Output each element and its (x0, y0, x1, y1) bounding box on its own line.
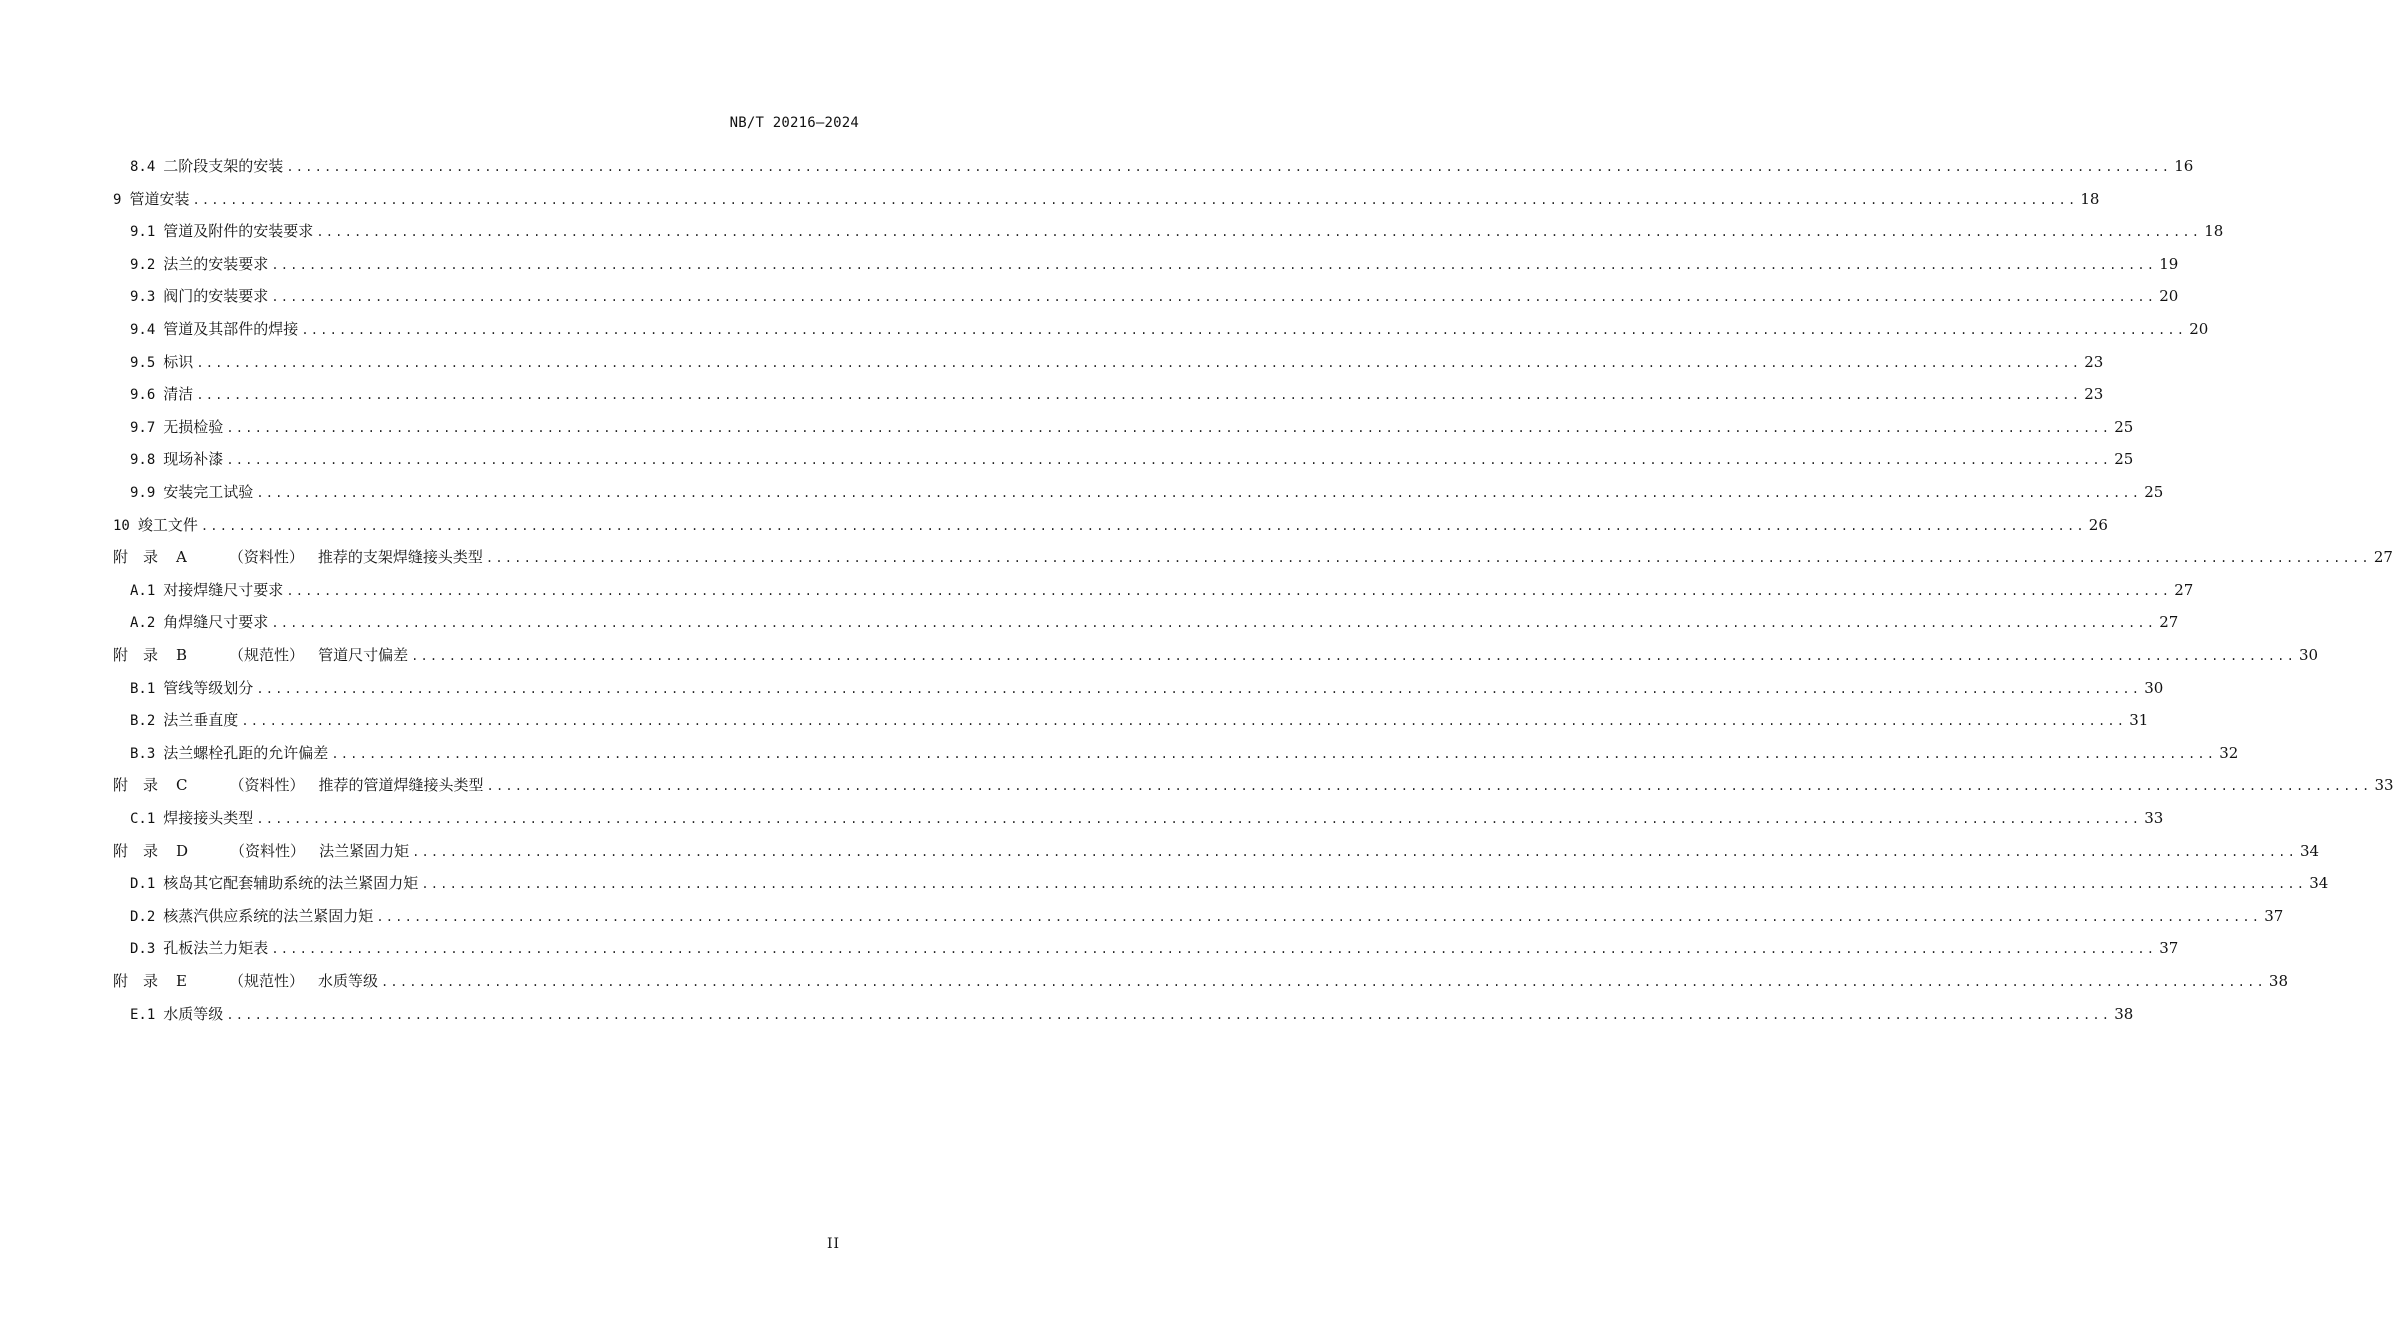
toc-entry-page: 34 (2300, 841, 2320, 860)
toc-entry[interactable] (130, 415, 2134, 439)
dot-leader: ........................................................................................................................................................................................................ (376, 909, 2262, 924)
toc-entry-page: 18 (2080, 189, 2100, 208)
toc-entry[interactable] (113, 187, 2100, 211)
toc-entry[interactable] (130, 871, 2329, 895)
toc-entry-title: 阀门的安装要求 (163, 287, 269, 306)
dot-leader: ........................................................................................................................................................................................................ (196, 355, 2082, 370)
dot-leader: ........................................................................................................................................................................................................ (286, 583, 2172, 598)
toc-entry-page: 30 (2299, 646, 2319, 664)
dot-leader: ........................................................................................................................................................................................................ (271, 616, 2157, 631)
toc-entry-number: 9.4 (130, 322, 156, 338)
toc-entry-page: 27 (2159, 613, 2179, 632)
toc-entry-number: 9.8 (130, 452, 156, 469)
toc-entry-number: B.3 (130, 745, 156, 762)
annex-letter: E (176, 972, 187, 990)
toc-entry-title: 对接焊缝尺寸要求 (163, 580, 284, 599)
toc-entry[interactable] (130, 219, 2224, 243)
toc-entry-number: 9.7 (130, 419, 156, 436)
toc-entry[interactable] (130, 350, 2104, 374)
toc-entry-number: 9.3 (130, 289, 156, 306)
toc-entry-title: 法兰螺栓孔距的允许偏差 (163, 743, 329, 762)
toc-entry[interactable] (130, 676, 2164, 700)
dot-leader: ........................................................................................................................................................................................................ (226, 453, 2112, 468)
toc-entry-number: A.1 (130, 582, 156, 599)
toc-entry[interactable] (130, 904, 2284, 928)
dot-leader: ........................................................................................................................................................................................................ (226, 420, 2112, 435)
toc-entry-page: 25 (2114, 417, 2134, 436)
annex-type: （资料性） (229, 776, 305, 795)
page-number: II (826, 1236, 840, 1252)
toc-entry-page: 23 (2084, 352, 2104, 371)
toc-entry[interactable] (130, 741, 2239, 765)
toc-entry-page: 18 (2204, 222, 2224, 241)
dot-leader: ........................................................................................................................................................................................................ (301, 323, 2187, 337)
toc-entry-number: 10 (113, 517, 130, 534)
toc-entry-page: 20 (2189, 320, 2209, 338)
toc-entry-title: 水质等级 (163, 1004, 224, 1023)
toc-entry-title: 法兰垂直度 (163, 711, 239, 730)
toc-entry-number: D.2 (130, 908, 156, 925)
toc-entry[interactable] (130, 1002, 2134, 1026)
dot-leader: ........................................................................................................................................................................................................ (381, 975, 2266, 989)
toc-entry-page: 31 (2129, 711, 2149, 730)
toc-entry-page: 37 (2264, 906, 2284, 925)
toc-entry[interactable] (130, 317, 2209, 341)
dot-leader: ........................................................................................................................................................................................................ (256, 486, 2142, 500)
toc-entry-title: 管道尺寸偏差 (318, 646, 409, 664)
dot-leader: ........................................................................................................................................................................................................ (241, 714, 2127, 729)
annex-label: 附 录 (113, 841, 159, 860)
toc-entry-number: 9.5 (130, 354, 156, 371)
toc-entry-title: 管道安装 (129, 189, 190, 208)
dot-leader: ........................................................................................................................................................................................................ (271, 257, 2157, 272)
annex-label: 附 录 (113, 776, 159, 795)
toc-entry-page: 27 (2373, 548, 2393, 567)
dot-leader: ........................................................................................................................................................................................................ (286, 160, 2172, 174)
dot-leader: ........................................................................................................................................................................................................ (256, 812, 2142, 826)
toc-entry-number: 8.4 (130, 159, 156, 175)
annex-label: 附 录 (113, 646, 159, 664)
dot-leader: ........................................................................................................................................................................................................ (226, 1007, 2112, 1022)
toc-entry-title: 二阶段支架的安装 (163, 157, 284, 175)
toc-entry-number: A.2 (130, 615, 156, 632)
toc-entry-page: 38 (2268, 972, 2289, 990)
toc-entry-number: D.1 (130, 876, 156, 893)
toc-entry-number: 9.9 (130, 485, 156, 501)
toc-annex-entry[interactable] (113, 773, 2394, 797)
toc-entry[interactable] (130, 480, 2164, 504)
toc-entry[interactable] (130, 806, 2164, 830)
dot-leader: ........................................................................................................................................................................................................ (271, 942, 2157, 957)
toc-entry-title: 角焊缝尺寸要求 (163, 613, 269, 632)
document-number: NB/T 20216—2024 (729, 115, 859, 131)
toc-entry[interactable] (130, 936, 2179, 960)
toc-entry-number: 9.2 (130, 256, 156, 273)
annex-type: （资料性） (230, 841, 306, 860)
toc-entry[interactable] (113, 513, 2108, 537)
toc-annex-entry[interactable] (113, 545, 2393, 569)
toc-entry[interactable] (130, 154, 2194, 178)
toc-entry-page: 20 (2159, 287, 2179, 306)
annex-letter: B (176, 646, 188, 664)
dot-leader: ........................................................................................................................................................................................................ (196, 388, 2082, 403)
toc-entry[interactable] (130, 610, 2179, 634)
toc-entry-title: 水质等级 (317, 972, 378, 990)
toc-entry[interactable] (130, 708, 2149, 732)
toc-entry-page: 32 (2219, 743, 2239, 762)
dot-leader: ........................................................................................................................................................................................................ (331, 746, 2217, 761)
toc-entry-title: 推荐的支架焊缝接头类型 (317, 548, 483, 567)
toc-entry-title: 清洁 (163, 385, 194, 404)
toc-entry-page: 26 (2088, 515, 2108, 534)
toc-entry-title: 推荐的管道焊缝接头类型 (318, 776, 484, 795)
annex-type: （资料性） (228, 548, 304, 567)
toc-entry-number: D.3 (130, 941, 156, 958)
toc-entry-title: 核蒸汽供应系统的法兰紧固力矩 (163, 906, 374, 925)
toc-annex-entry[interactable] (113, 839, 2320, 863)
toc-entry-title: 管线等级划分 (163, 678, 254, 697)
toc-entry-title: 管道及其部件的焊接 (163, 320, 299, 338)
dot-leader: ........................................................................................................................................................................................................ (256, 681, 2142, 696)
toc-entry-page: 30 (2144, 678, 2164, 697)
toc-entry-number: 9.1 (130, 224, 156, 241)
dot-leader: ........................................................................................................................................................................................................ (316, 225, 2202, 240)
toc-entry-title: 竣工文件 (137, 515, 198, 534)
toc-entry-number: 9.6 (130, 387, 156, 404)
toc-entry[interactable] (130, 382, 2104, 406)
dot-leader: ........................................................................................................................................................................................................ (411, 649, 2296, 663)
toc-entry-title: 法兰紧固力矩 (319, 841, 410, 860)
toc-entry-page: 34 (2309, 874, 2329, 893)
annex-type: （规范性） (228, 972, 304, 990)
toc-entry-number: C.1 (130, 811, 156, 827)
toc-entry[interactable] (130, 447, 2134, 471)
toc-entry[interactable] (130, 252, 2179, 276)
toc-entry-number: B.1 (130, 680, 156, 697)
toc-entry-title: 焊接接头类型 (163, 809, 254, 827)
toc-entry-title: 孔板法兰力矩表 (163, 939, 269, 958)
annex-letter: C (176, 776, 188, 795)
dot-leader: ........................................................................................................................................................................................................ (485, 551, 2371, 566)
toc-entry-title: 管道及附件的安装要求 (163, 222, 314, 241)
annex-type: （规范性） (229, 646, 305, 664)
dot-leader: ........................................................................................................................................................................................................ (200, 518, 2086, 533)
toc-entry-page: 27 (2174, 580, 2194, 599)
annex-label: 附 录 (113, 548, 159, 567)
annex-label: 附 录 (113, 972, 159, 990)
toc-entry-title: 安装完工试验 (163, 483, 254, 501)
toc-annex-entry[interactable] (113, 969, 2289, 993)
dot-leader: ........................................................................................................................................................................................................ (486, 779, 2372, 794)
toc-entry[interactable] (130, 284, 2179, 308)
toc-entry-number: 9 (113, 191, 122, 208)
toc-entry-page: 38 (2114, 1004, 2134, 1023)
toc-entry-page: 23 (2084, 385, 2104, 404)
toc-entry-title: 核岛其它配套辅助系统的法兰紧固力矩 (163, 874, 419, 893)
toc-entry-title: 法兰的安装要求 (163, 254, 269, 273)
annex-letter: A (176, 548, 187, 567)
toc-entry-page: 16 (2174, 157, 2194, 175)
dot-leader: ........................................................................................................................................................................................................ (421, 877, 2307, 892)
dot-leader: ........................................................................................................................................................................................................ (412, 844, 2297, 859)
dot-leader: ........................................................................................................................................................................................................ (192, 192, 2078, 207)
toc-annex-entry[interactable] (113, 643, 2319, 667)
toc-entry-page: 25 (2144, 483, 2164, 501)
dot-leader: ........................................................................................................................................................................................................ (271, 290, 2157, 305)
toc-entry-page: 37 (2159, 939, 2179, 958)
toc-entry[interactable] (130, 578, 2194, 602)
annex-letter: D (176, 841, 189, 860)
toc-entry-title: 现场补漆 (163, 450, 224, 469)
toc-entry-title: 无损检验 (163, 417, 224, 436)
toc-entry-page: 33 (2374, 776, 2394, 795)
toc-entry-number: E.1 (130, 1006, 156, 1023)
toc-entry-number: B.2 (130, 713, 156, 730)
toc-entry-page: 25 (2114, 450, 2134, 469)
toc-entry-title: 标识 (163, 352, 194, 371)
toc-entry-page: 33 (2144, 809, 2164, 827)
toc-entry-page: 19 (2159, 254, 2179, 273)
